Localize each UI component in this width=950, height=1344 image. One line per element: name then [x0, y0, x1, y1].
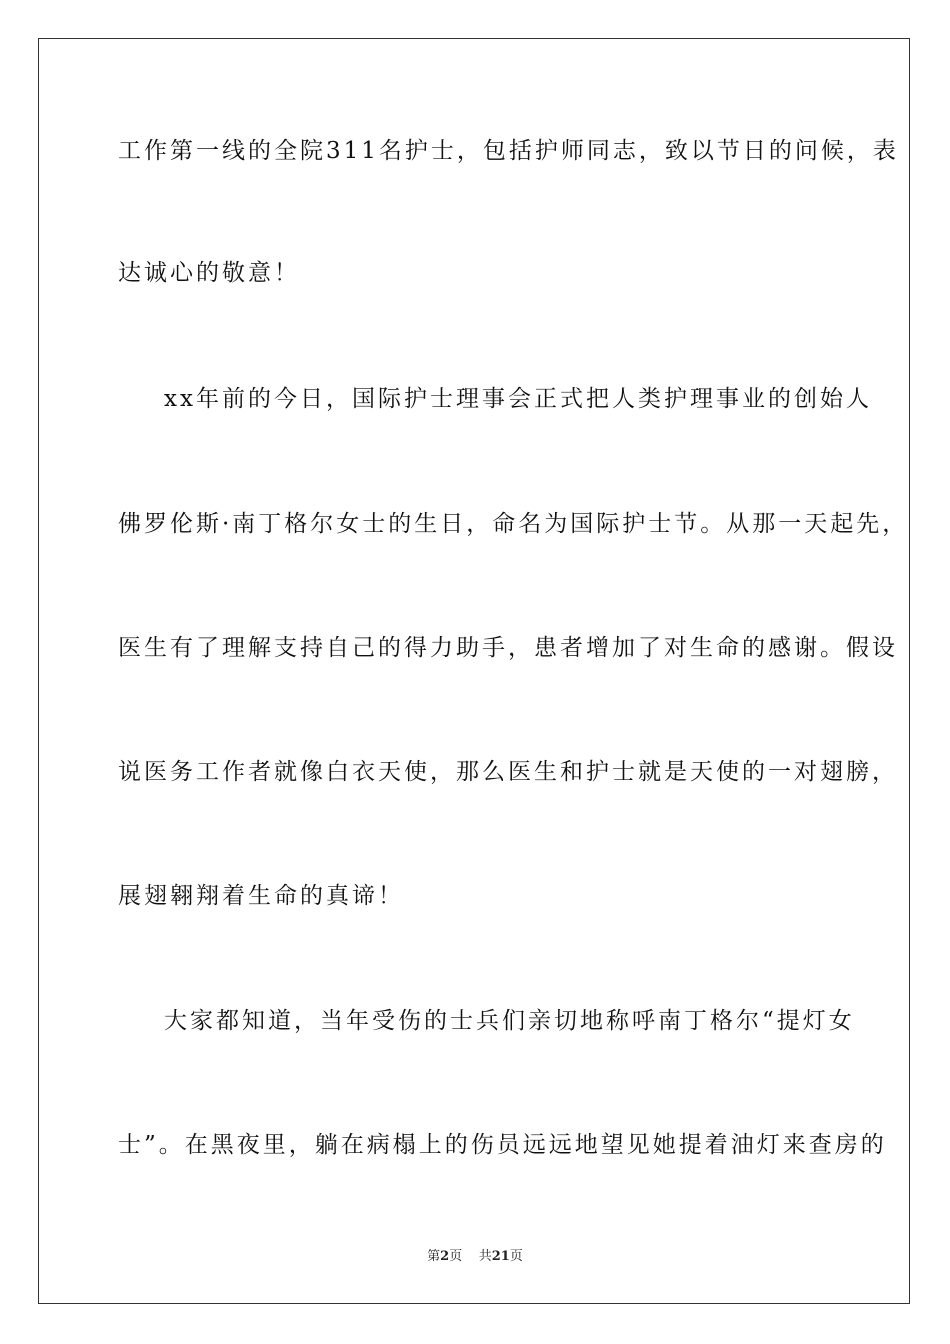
page-prefix: 第 — [427, 1249, 441, 1264]
page-suffix: 页 — [449, 1249, 463, 1264]
text-line: 士”。在黑夜里，躺在病榻上的伤员远远地望见她提着油灯来查房的 — [118, 1132, 887, 1158]
page-footer — [0, 1245, 950, 1264]
total-suffix: 页 — [509, 1249, 523, 1264]
total-prefix: 共 — [478, 1249, 492, 1264]
page-number: 2 — [440, 1249, 450, 1264]
text-line: xx年前的今日，国际护士理事会正式把人类护理事业的创始人 — [164, 386, 872, 412]
text-line: 大家都知道，当年受伤的士兵们亲切地称呼南丁格尔“提灯女 — [164, 1008, 855, 1034]
total-pages: 21 — [491, 1249, 510, 1264]
text-line: 达诚心的敬意！ — [118, 260, 300, 286]
text-line: 医生有了理解支持自己的得力助手，患者增加了对生命的感谢。假设 — [118, 635, 898, 661]
text-line: 工作第一线的全院311名护士，包括护师同志，致以节日的问候，表 — [118, 138, 899, 164]
page-border — [38, 38, 910, 1304]
text-line: 说医务工作者就像白衣天使，那么医生和护士就是天使的一对翅膀， — [118, 759, 898, 785]
text-line: 佛罗伦斯·南丁格尔女士的生日，命名为国际护士节。从那一天起先， — [118, 511, 909, 537]
text-line: 展翅翱翔着生命的真谛！ — [118, 883, 404, 909]
